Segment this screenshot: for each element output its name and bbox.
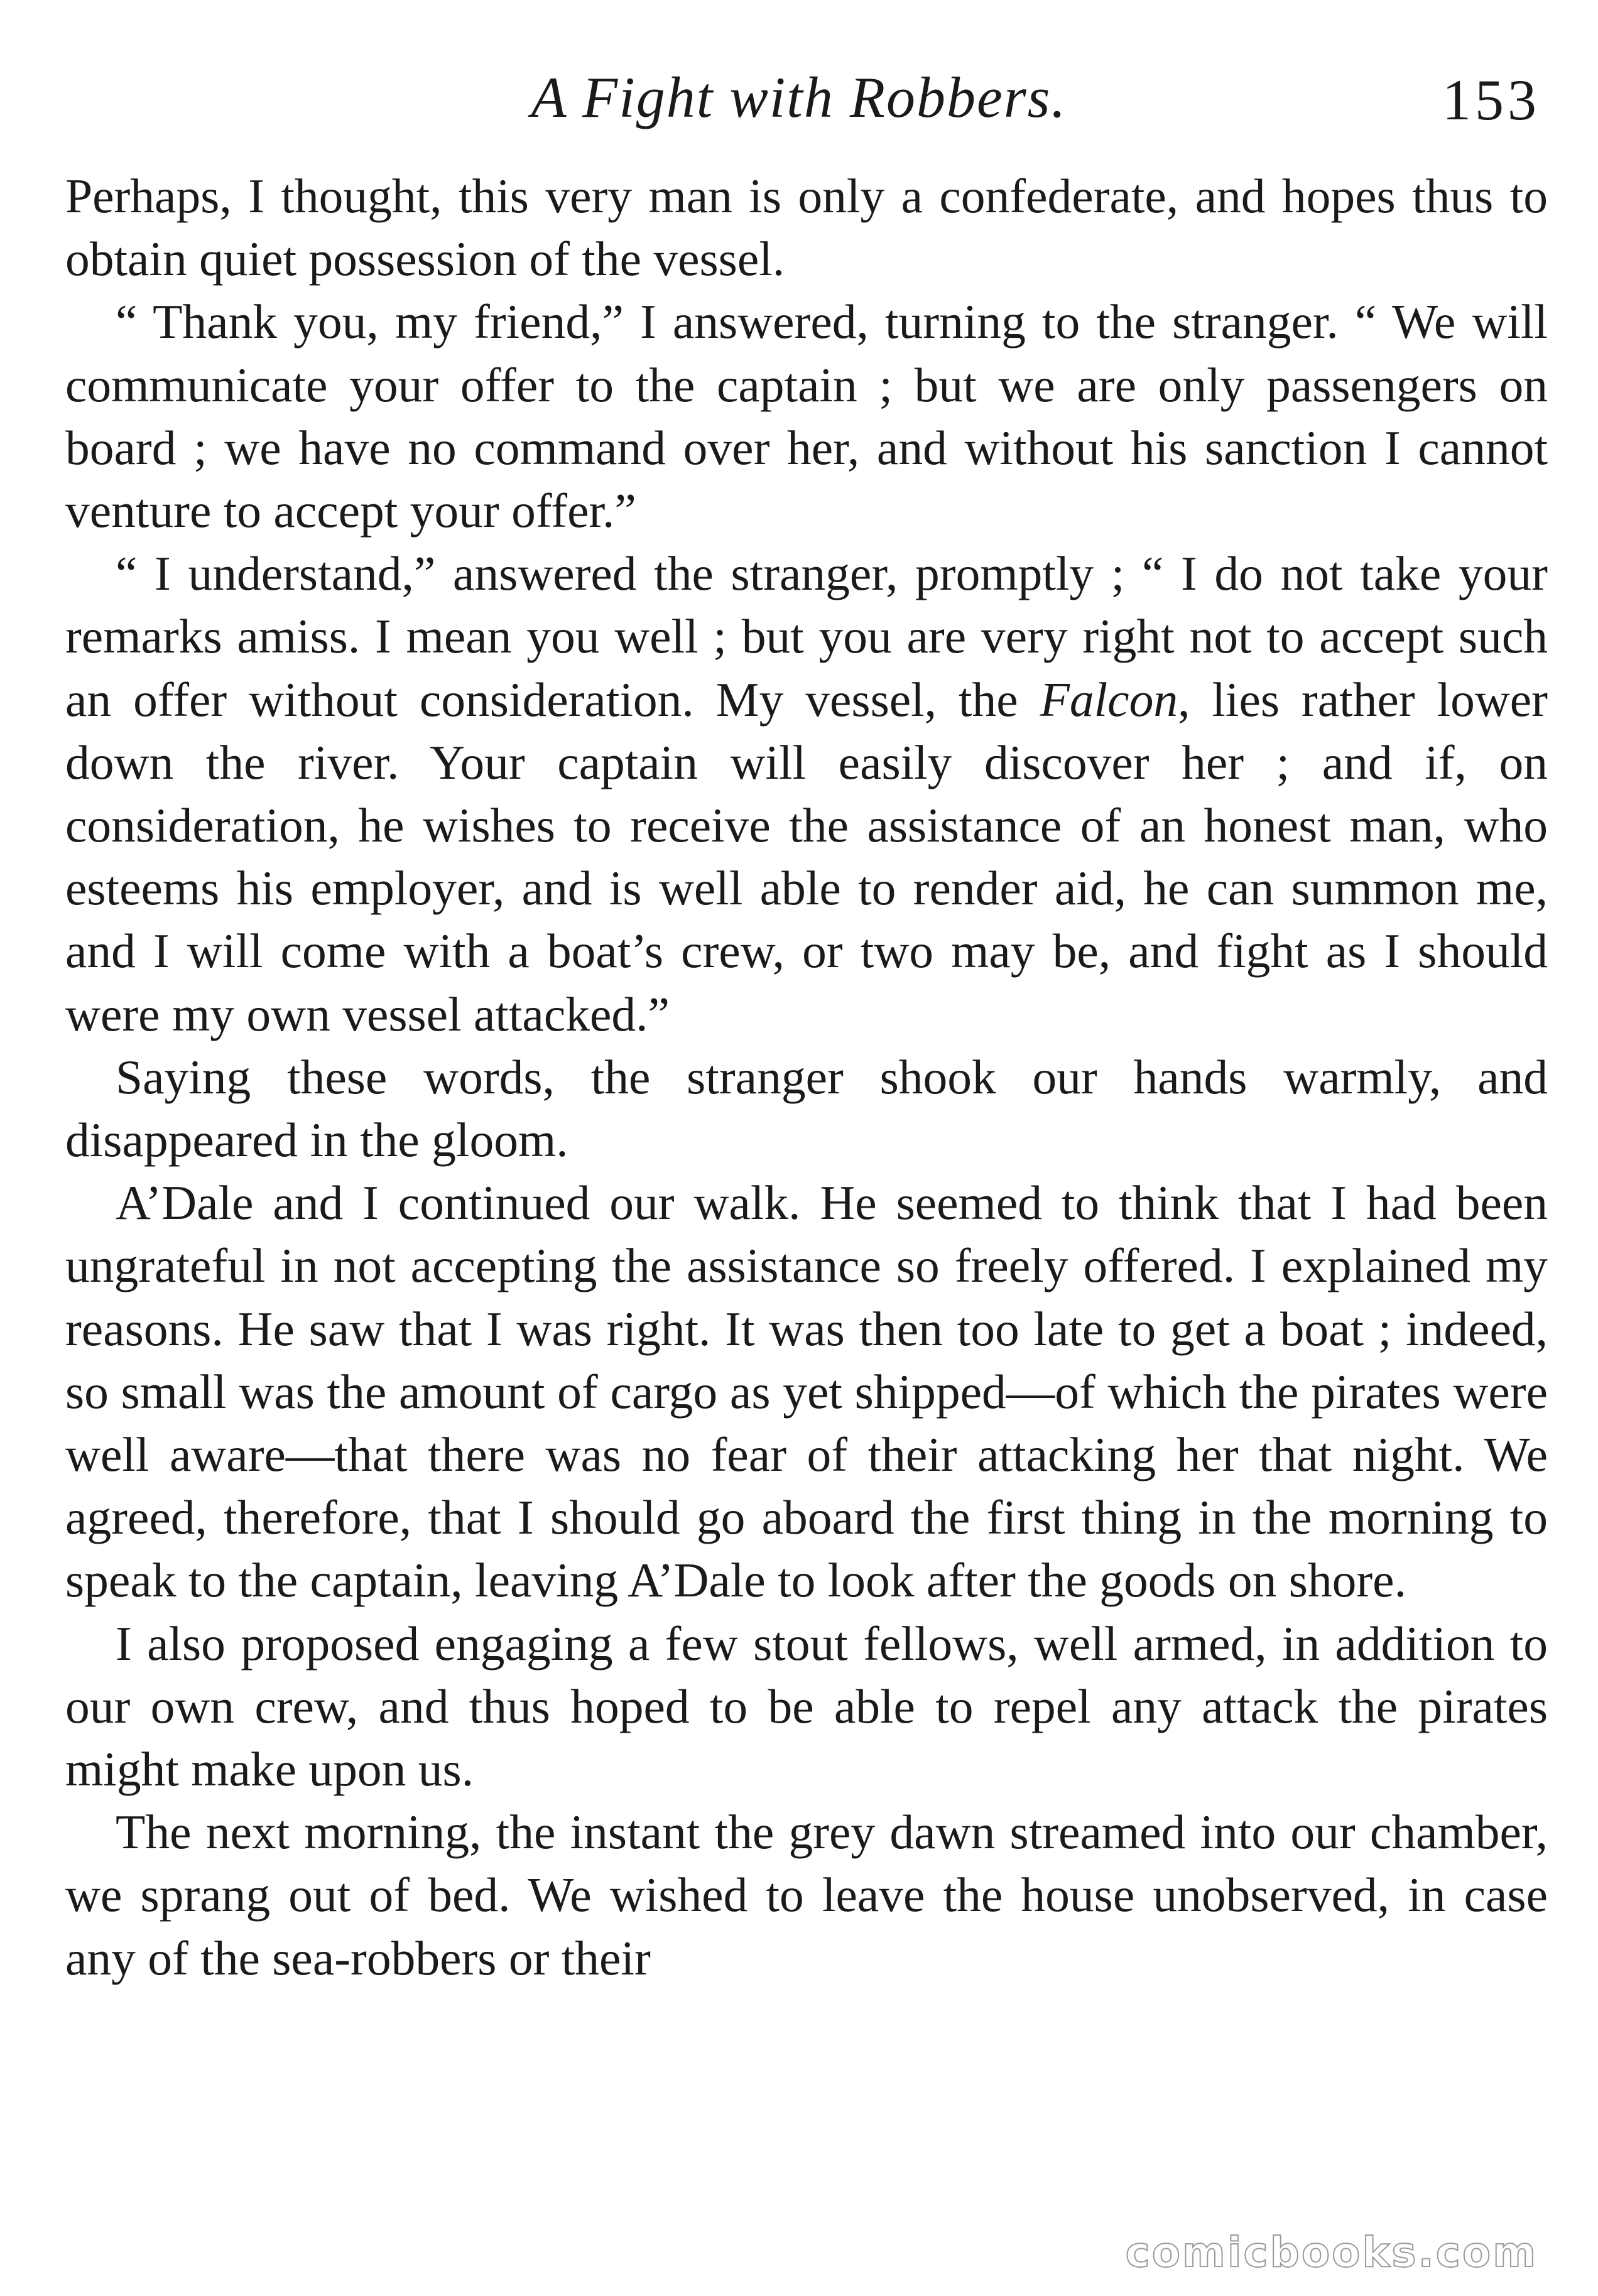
paragraph-text: The next morning, the instant the grey dawn streamed into our chamber, we sprang out of bed. We wished to leave the house unobserved, in case any of the sea-robbers or their xyxy=(65,1805,1548,1985)
paragraph-text: A’Dale and I continued our walk. He seemed to think that I had been ungrateful in not accepting the assistance so freely offered. I explained my reasons. He saw that I was right. It was then too late to get a boat ; indeed, so small was the amount of cargo as yet shipped—of which the pirates were well aware—that there was no fear of their attacking her that night. We agreed, therefore, that I should go aboard the first thing in the morning to speak to the captain, leaving A’Dale to look after the goods on shore. xyxy=(65,1176,1548,1608)
paragraph-text: “ I understand,” answered the stranger, promptly ; “ I do not take your remarks amiss. I mean you well ; but you are very right not to accept such an offer without consideration. My vessel, the xyxy=(65,546,1548,727)
paragraph-4 xyxy=(65,1046,1548,1171)
paragraph-7 xyxy=(65,1801,1548,1990)
paragraph-text: Perhaps, I thought, this very man is only a confederate, and hopes thus to obtain quiet possession of the vessel. xyxy=(65,169,1548,286)
running-header xyxy=(0,63,1598,132)
paragraph-2 xyxy=(65,290,1548,542)
body-text xyxy=(65,165,1548,1990)
paragraph-text: , lies rather lower down the river. Your captain will easily discover her ; and if, on consideration, he wishes to receive the assistance of an honest man, who esteems his employer, and is well able to render aid, he can summon me, and I will come with a boat’s crew, or two may be, and fight as I should were my own vessel attacked.” xyxy=(65,672,1548,1041)
paragraph-text: Saying these words, the stranger shook our hands warmly, and disappeared in the gloom. xyxy=(65,1049,1548,1167)
paragraph-5 xyxy=(65,1171,1548,1611)
paragraph-text: “ Thank you, my friend,” I answered, turning to the stranger. “ We will communicate your offer to the captain ; but we are only passengers on board ; we have no command over her, and without his sanction I cannot venture to accept your offer.” xyxy=(65,295,1548,538)
paragraph-text: I also proposed engaging a few stout fellows, well armed, in addition to our own crew, and thus hoped to be able to repel any attack the pirates might make upon us. xyxy=(65,1616,1548,1797)
paragraph-6 xyxy=(65,1612,1548,1801)
paragraph-1 xyxy=(65,165,1548,290)
ship-name-italic: Falcon xyxy=(1040,672,1178,727)
watermark: comicbooks.com xyxy=(1125,2228,1538,2277)
running-title: A Fight with Robbers. xyxy=(531,65,1067,129)
page-number: 153 xyxy=(1442,68,1540,132)
paragraph-3 xyxy=(65,542,1548,1046)
